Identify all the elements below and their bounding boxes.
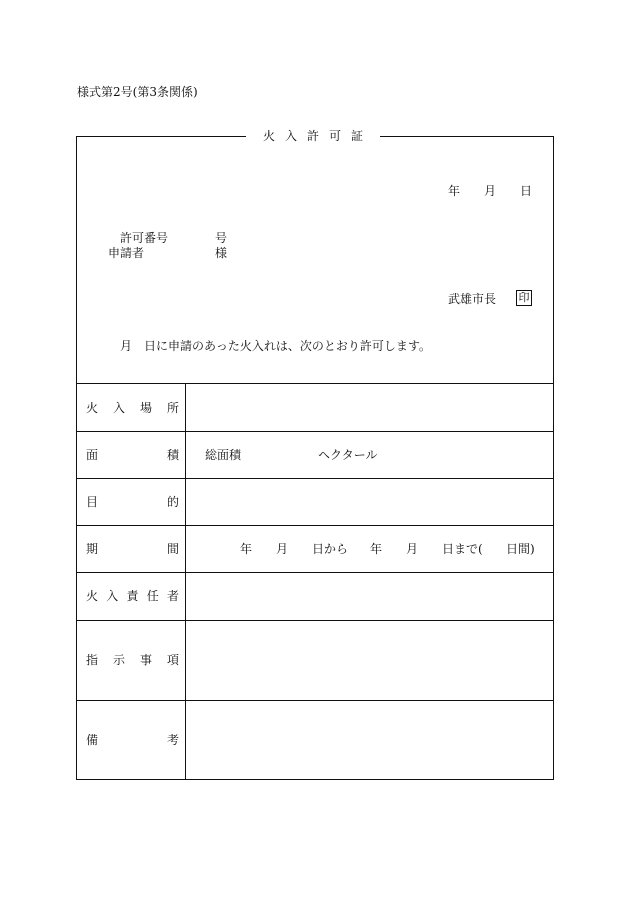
form-title: 火入許可証 <box>246 130 380 143</box>
permit-statement: 月 日に申請のあった火入れは、次のとおり許可します。 <box>120 339 431 353</box>
row-label-instructions: 指 示 事 項 <box>86 653 179 667</box>
period-end-month: 月 <box>406 542 419 556</box>
period-days: 日間) <box>506 542 535 556</box>
seal-mark: 印 <box>516 290 532 306</box>
permit-number-suffix: 号 <box>215 231 228 245</box>
applicant-label: 申請者 <box>108 246 145 260</box>
row-label-area: 面 積 <box>86 448 179 462</box>
row-label-responsible-person: 火 入 責 任 者 <box>86 589 179 603</box>
period-end-year: 年 <box>370 542 383 556</box>
date-year: 年 <box>448 184 461 198</box>
row-label-purpose: 目 的 <box>86 495 179 509</box>
row-divider <box>77 572 554 573</box>
period-end-day: 日まで( <box>442 542 483 556</box>
table-top-line <box>77 383 554 384</box>
form-number-label: 様式第2号(第3条関係) <box>77 85 198 99</box>
row-divider <box>77 700 554 701</box>
row-label-burn-location: 火 入 場 所 <box>86 401 179 415</box>
period-start-month: 月 <box>276 542 289 556</box>
hectare-unit: ヘクタール <box>318 448 378 462</box>
row-divider <box>77 620 554 621</box>
row-label-remarks: 備 考 <box>86 733 179 747</box>
date-month: 月 <box>484 184 497 198</box>
column-divider <box>185 383 186 780</box>
date-day: 日 <box>520 184 533 198</box>
issuer-label: 武雄市長 <box>448 292 497 306</box>
period-start-year: 年 <box>240 542 253 556</box>
row-divider <box>77 525 554 526</box>
total-area-label: 総面積 <box>205 448 242 462</box>
row-divider <box>77 431 554 432</box>
row-divider <box>77 478 554 479</box>
applicant-honorific: 様 <box>215 246 228 260</box>
row-label-period: 期 間 <box>86 542 179 556</box>
period-start-day: 日から <box>312 542 349 556</box>
permit-number-label: 許可番号 <box>120 231 169 245</box>
issue-date <box>448 185 532 197</box>
